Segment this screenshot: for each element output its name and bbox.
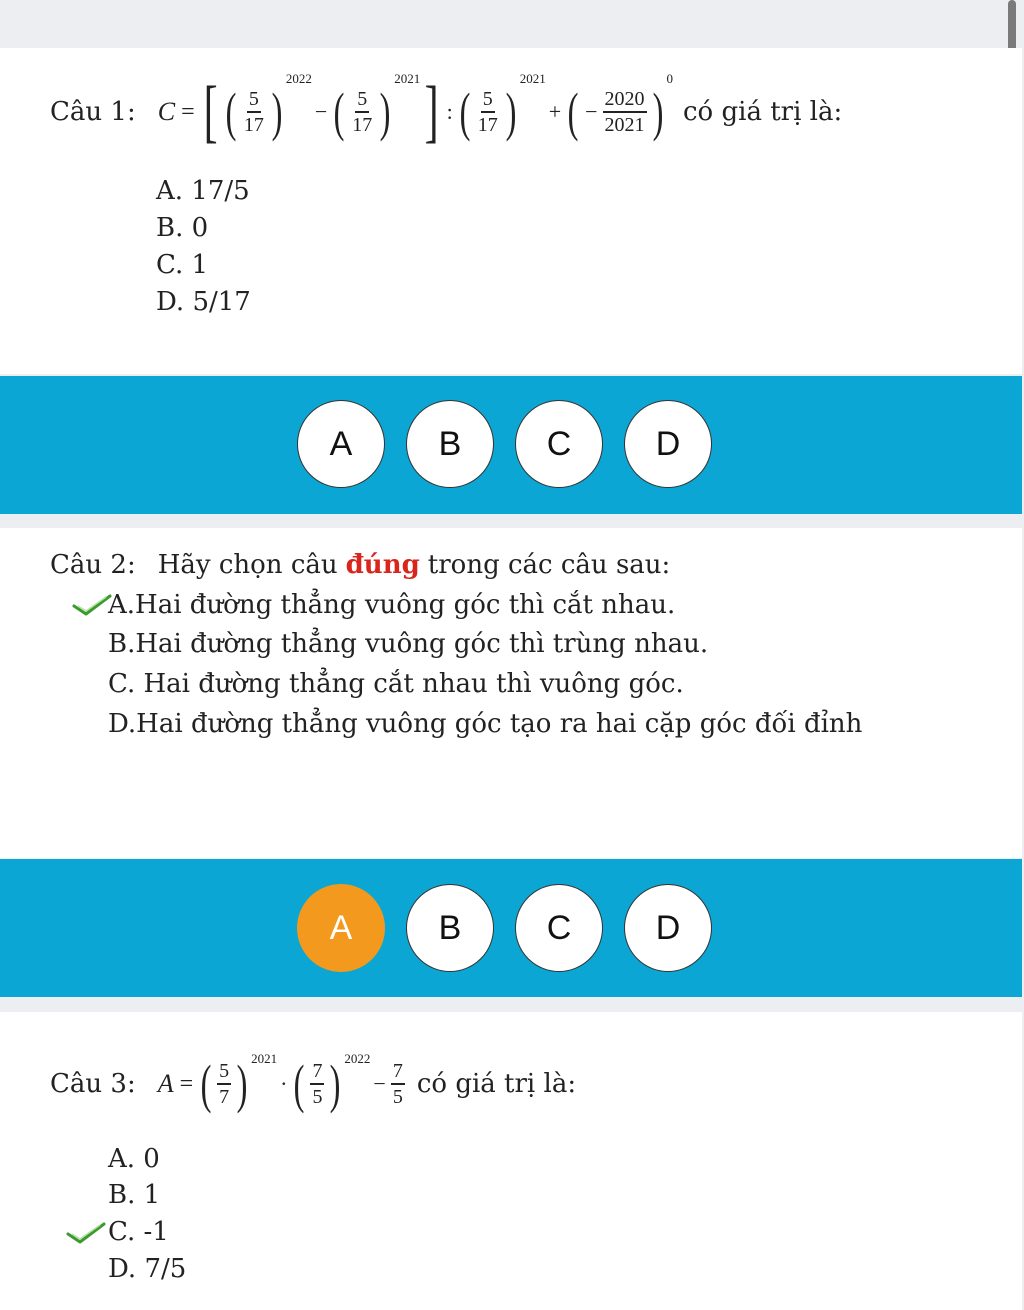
question-1-tail: có giá trị là:	[683, 97, 843, 127]
q2-option-a: A.Hai đường thẳng vuông góc thì cắt nhau.	[108, 590, 676, 620]
q1-option-d: D. 5/17	[156, 287, 251, 317]
fraction: $\frac{2020}{2021}$	[604, 88, 645, 136]
operator: ·	[280, 1071, 288, 1096]
question-2-prompt-post: trong các câu sau:	[427, 550, 671, 580]
formula-variable: C	[157, 97, 176, 126]
fraction: $\frac{5}{17}$	[243, 88, 264, 136]
q3-option-c: C. -1	[108, 1217, 169, 1247]
question-1-line	[50, 72, 842, 152]
fraction: $\frac{7}{5}$	[392, 1060, 403, 1108]
question-3-label: Câu 3:	[50, 1069, 136, 1099]
answer-bar-2	[0, 859, 1022, 997]
q3-option-a: A. 0	[108, 1144, 160, 1174]
operator: +	[548, 99, 562, 124]
q2-answer-c-button[interactable]: C	[515, 884, 603, 972]
q2-answer-a-button[interactable]: A	[297, 884, 385, 972]
exponent: 2021	[394, 71, 421, 86]
fraction: $\frac{7}{5}$	[312, 1060, 323, 1108]
formula-variable: A	[157, 1069, 174, 1098]
question-2-prompt-pre: Hãy chọn câu	[157, 550, 338, 580]
exponent: 2022	[285, 71, 312, 86]
operator: −	[585, 99, 598, 124]
question-2-emphasis: đúng	[345, 550, 420, 580]
answer-bar-1	[0, 376, 1022, 514]
q3-option-b: B. 1	[108, 1180, 161, 1210]
question-1-label: Câu 1:	[50, 97, 136, 127]
exponent: 2021	[251, 1051, 278, 1066]
q3-option-d: D. 7/5	[108, 1254, 187, 1284]
q2-option-d: D.Hai đường thẳng vuông góc tạo ra hai cặp góc đối đỉnh	[108, 709, 863, 739]
question-3-line	[50, 1042, 576, 1126]
fraction: $\frac{5}{17}$	[477, 88, 498, 136]
checkmark-icon	[66, 1222, 106, 1244]
exponent: 2022	[344, 1051, 371, 1066]
checkmark-icon	[72, 594, 112, 616]
fraction: $\frac{5}{17}$	[352, 88, 373, 136]
q2-answer-d-button[interactable]: D	[624, 884, 712, 972]
q1-option-c: C. 1	[156, 250, 209, 280]
operator: −	[314, 99, 328, 124]
question-1-formula: C = [ ( $\frac{5}{17}$ ) 2022 − ( $\frac{5}{17}$ ) 2021 ] : ( $\frac{5}{17}$ ) 2021 + ( − $\frac{2020}{2021}$ ) 0	[157, 71, 673, 150]
operator: −	[373, 1071, 386, 1096]
q1-answer-d-button[interactable]: D	[624, 400, 712, 488]
q1-option-b: B. 0	[156, 213, 209, 243]
q1-answer-b-button[interactable]: B	[406, 400, 494, 488]
question-2-label: Câu 2:	[50, 550, 136, 580]
question-3-tail: có giá trị là:	[416, 1069, 577, 1099]
exponent: 2021	[519, 71, 546, 86]
open-bracket: [	[203, 73, 218, 150]
formula-equals: =	[179, 1070, 194, 1097]
question-2-prompt	[50, 550, 670, 580]
q2-answer-b-button[interactable]: B	[406, 884, 494, 972]
q1-option-a: A. 17/5	[156, 176, 250, 206]
question-3-formula: A = ( $\frac{5}{7}$ ) 2021 · ( $\frac{7}{5}$ ) 2022 − $\frac{7}{5}$	[157, 1051, 403, 1114]
q2-option-c: C. Hai đường thẳng cắt nhau thì vuông góc.	[108, 669, 684, 699]
q1-answer-c-button[interactable]: C	[515, 400, 603, 488]
q1-answer-a-button[interactable]: A	[297, 400, 385, 488]
formula-equals: =	[181, 98, 195, 125]
q2-option-b: B.Hai đường thẳng vuông góc thì trùng nhau.	[108, 629, 709, 659]
operator: :	[446, 99, 453, 124]
exponent: 0	[666, 71, 673, 86]
fraction: $\frac{5}{7}$	[219, 1060, 230, 1108]
close-bracket: ]	[424, 73, 439, 150]
